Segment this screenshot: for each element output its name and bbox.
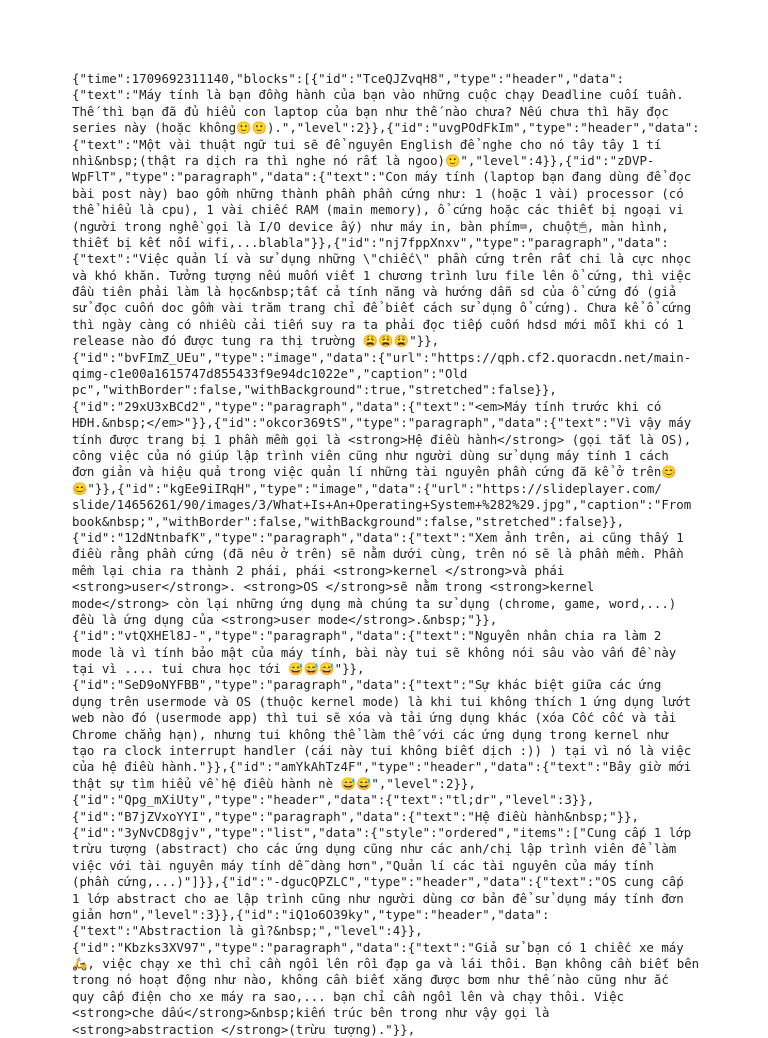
document-line: sử đọc cuốn doc gồm vài trăm trang chỉ để biết cách sử dụng ổ cứng). Chưa kể ổ cứng [72, 300, 692, 316]
document-line: tính được trang bị 1 phần mềm gọi là <strong>Hệ điều hành</strong> (gọi tắt là OS), [72, 431, 692, 447]
document-line: web nào đó (usermode app) thì tui sẽ xóa và tải ứng dụng khác (xóa Cốc cốc và tải [72, 710, 677, 726]
document-line: mode</strong> còn lại những ứng dụng mà chúng ta sử dụng (chrome, game, word,...) [72, 595, 677, 611]
document-line: {"text":"Máy tính là bạn đồng hành của bạn vào những cuộc chạy Deadline cuối tuần. [72, 87, 684, 103]
document-line: điều rằng phần cứng (đã nêu ở trên) sẽ nằm dưới cùng, trên nó sẽ là phần mềm. Phần [72, 546, 684, 562]
document-line: <strong>abstraction </strong>(trừu tượng)."}}, [72, 1021, 416, 1037]
document-line: {"id":"vtQXHEl8J-","type":"paragraph","data":{"text":"Nguyên nhân chia ra làm 2 [72, 628, 662, 644]
document-line: thiết bị kết nối wifi,...blabla"}},{"id":"nj7fppXnxv","type":"paragraph","data": [72, 234, 669, 250]
document-line: pc","withBorder":false,"withBackground":true,"stretched":false}}, [72, 382, 557, 398]
document-line: series này (hoặc không🙂🙂).","level":2}},{"id":"uvgPOdFkIm","type":"header","data": [72, 120, 700, 136]
document-line: thể hiểu là cpu), 1 vài chiếc RAM (main memory), ổ cứng hoặc các thiết bị ngoại vi [72, 202, 684, 218]
document-line: trong nó hoạt động như nào, không cần biết xăng được bơm như thế nào cũng như ắc [72, 972, 669, 988]
document-line: dụng trên usermode và OS (thuộc kernel mode) là khi tui không thích 1 ứng dụng lướt [72, 693, 692, 709]
document-line: WpFlT","type":"paragraph","data":{"text":"Con máy tính (laptop bạn đang dùng để đọc [72, 169, 692, 185]
document-line: công việc của nó giúp lập trình viên cũng như người dùng sử dụng máy tính 1 cách [72, 447, 669, 463]
document-line: {"id":"B7jZVxoYYI","type":"paragraph","data":{"text":"Hệ điều hành&nbsp;"}}, [72, 808, 639, 824]
document-line: release nào đó được tung ra thị trường 😩😩😩"}}, [72, 333, 440, 349]
document-line: <strong>che dấu</strong>&nbsp;kiến trúc bên trong như vậy gọi là [72, 1005, 550, 1021]
document-line: trừu tượng (abstract) cho các ứng dụng cũng như các anh/chị lập trình viên để làm [72, 841, 677, 857]
document-line: 🛵, việc chạy xe thì chỉ cần ngồi lên rồi đạp ga và lái thôi. Bạn không cần biết bên [72, 956, 700, 972]
document-line: thật sự tìm hiểu về hệ điều hành nè 😅😅","level":2}}, [72, 775, 476, 791]
document-line: {"text":"Abstraction là gì?&nbsp;","level":4}}, [72, 923, 423, 939]
document-line: {"id":"29xU3xBCd2","type":"paragraph","data":{"text":"<em>Máy tính trước khi có [72, 398, 662, 414]
document-line: bài post này) bao gồm những thành phần phần cứng như: 1 (hoặc 1 vài) processor (có [72, 185, 684, 201]
document-line: đầu tiên phải làm là học&nbsp;tất cả tính năng và hướng dẫn sd của ổ cứng đó (giả [72, 284, 677, 300]
document-line: đều là ứng dụng của <strong>user mode</strong>.&nbsp;"}}, [72, 611, 498, 627]
document-line: {"id":"3yNvCD8gjv","type":"list","data":{"style":"ordered","items":["Cung cấp 1 lớp [72, 824, 692, 840]
json-text-document [72, 71, 700, 1038]
document-line: việc với tài nguyên máy tính dễ dàng hơn","Quản lí các tài nguyên của máy tính [72, 857, 654, 873]
document-line: HĐH.&nbsp;</em>"}},{"id":"okcor369tS","type":"paragraph","data":{"text":"Vì vậy máy [72, 415, 692, 431]
document-line: {"id":"bvFImZ_UEu","type":"image","data":{"url":"https://qph.cf2.quoracdn.net/main- [72, 349, 692, 365]
document-line: {"id":"12dNtnbafK","type":"paragraph","data":{"text":"Xem ảnh trên, ai cũng thấy 1 [72, 529, 684, 545]
document-line: {"text":"Việc quản lí và sử dụng những \"chiếc\" phần cứng trên rất chi là cực nhọc [72, 251, 692, 267]
document-line: (người trong nghề gọi là I/O device ấy) như máy in, bàn phím⌨, chuột🖱, màn hình, [72, 218, 669, 234]
document-line: Chrome chẳng hạn), nhưng tui không thể làm thế với các ứng dụng trong kernel như [72, 726, 669, 742]
document-line: slide/14656261/90/images/3/What+Is+An+Operating+System+%282%29.jpg","caption":"From [72, 497, 692, 513]
document-line: và khó khăn. Tưởng tượng nếu muốn viết 1 chương trình lưu file lên ổ cứng, thì việc [72, 267, 692, 283]
document-line: (phần cứng,...)"]}},{"id":"-dgucQPZLC","type":"header","data":{"text":"OS cung cấp [72, 874, 684, 890]
document-line: của hệ điều hành."}},{"id":"amYkAhTz4F","type":"header","data":{"text":"Bây giờ mới [72, 759, 692, 775]
document-line: <strong>user</strong>. <strong>OS </strong>sẽ nằm trong <strong>kernel [72, 579, 595, 595]
document-line: tạo ra clock interrupt handler (cái này tui không biết dịch :)) ) tại vì nó là việc [72, 743, 692, 759]
document-line: 😊"}},{"id":"kgEe9iIRqH","type":"image","data":{"url":"https://slideplayer.com/ [72, 480, 662, 496]
document-line: nhì&nbsp;(thật ra dịch ra thì nghe nó rất là ngoo)🙂","level":4}},{"id":"zDVP- [72, 152, 655, 168]
document-line: book&nbsp;","withBorder":false,"withBackground":false,"stretched":false}}, [72, 513, 625, 529]
document-line: mode là vì tính bảo mật của máy tính, bài này tui sẽ không nói sâu vào vấn đề này [72, 644, 677, 660]
document-line: giản hơn","level":3}},{"id":"iQ1o6O39ky","type":"header","data": [72, 906, 550, 922]
document-line: {"time":1709692311140,"blocks":[{"id":"TceQJZvqH8","type":"header","data": [72, 71, 625, 86]
document-line: đơn giản và hiệu quả trong việc quản lí những tài nguyên phần cứng đã kể ở trên😊 [72, 464, 677, 480]
document-line: tại vì .... tui chưa học tới 😅😅😅"}}, [72, 661, 365, 677]
document-line: quy cấp điện cho xe máy ra sao,... bạn chỉ cần ngồi lên và chạy thôi. Việc [72, 988, 625, 1004]
document-line: {"id":"Qpg_mXiUty","type":"header","data":{"text":"tl;dr","level":3}}, [72, 792, 595, 808]
document-line: 1 lớp abstract cho ae lập trình cũng như người dùng cơ bản để sử dụng máy tính đơn [72, 890, 684, 906]
document-line: thì ngày càng có nhiều cải tiến suy ra ta phải đọc tiếp cuốn hdsd mới mỗi khi có 1 [72, 316, 684, 332]
document-line: {"id":"Kbzks3XV97","type":"paragraph","data":{"text":"Giả sử bạn có 1 chiếc xe máy [72, 939, 684, 955]
document-line: {"id":"SeD9oNYFBB","type":"paragraph","data":{"text":"Sự khác biệt giữa các ứng [72, 677, 662, 693]
document-line: mềm lại chia ra thành 2 phái, phái <strong>kernel </strong>và phái [72, 562, 565, 578]
document-line: {"text":"Một vài thuật ngữ tui sẽ để nguyên English để nghe cho nó tây tây 1 tí [72, 136, 662, 152]
document-line: Thế thì bạn đã đủ hiểu con laptop của bạn như thế nào chưa? Nếu chưa thì hãy đọc [72, 103, 669, 119]
document-line: qimg-c1e00a1615747d855433f9e94dc1022e","caption":"Old [72, 366, 468, 382]
